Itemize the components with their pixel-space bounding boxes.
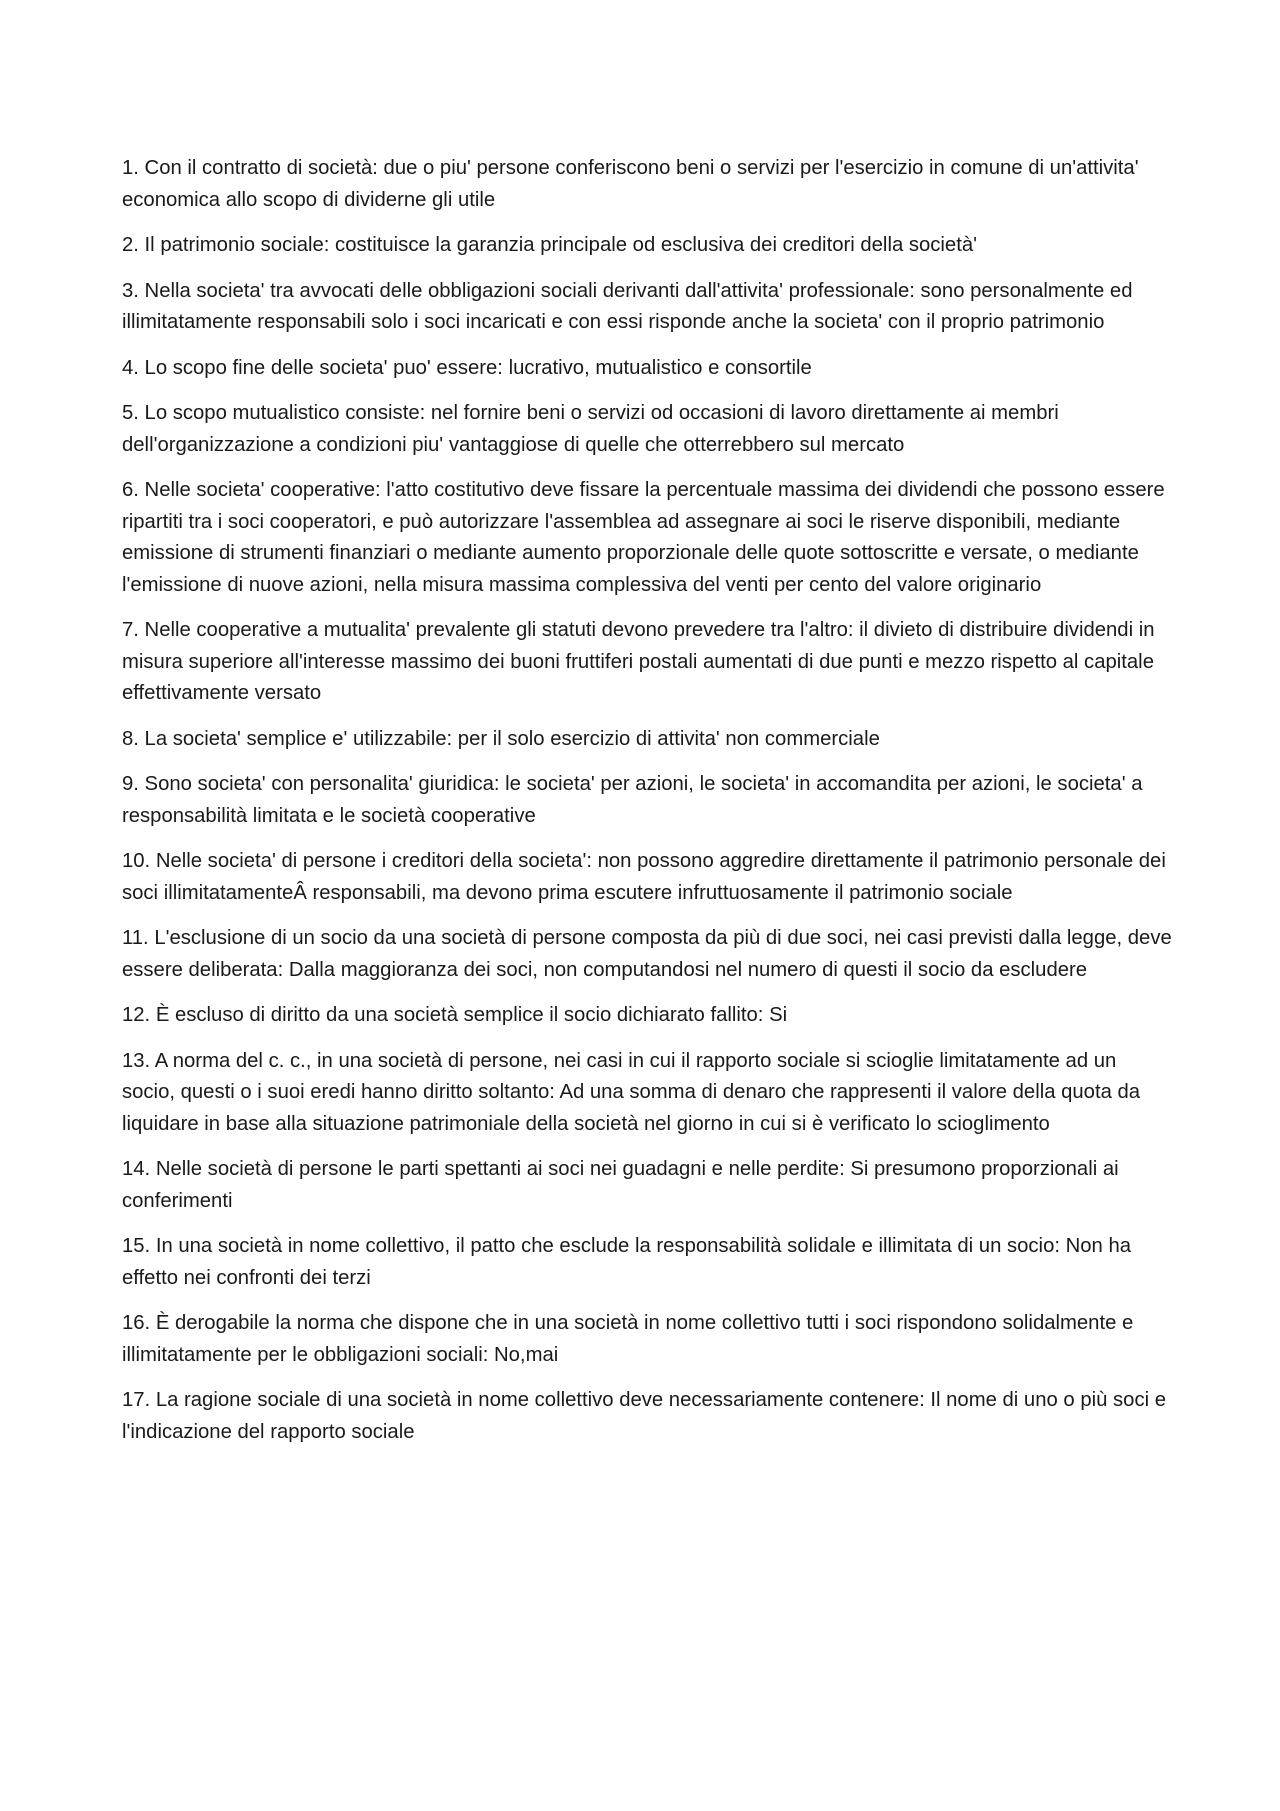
list-item: 9. Sono societa' con personalita' giuridica: le societa' per azioni, le societa' in accomandita per azioni, le societa' a responsabilità limitata e le società cooperative bbox=[122, 773, 1143, 827]
list-item: 17. La ragione sociale di una società in nome collettivo deve necessariamente contenere: Il nome di uno o più soci e l'indicazione del rapporto sociale bbox=[122, 1389, 1166, 1443]
list-item: 16. È derogabile la norma che dispone che in una società in nome collettivo tutti i soci rispondono solidalmente e illimitatamente per le obbligazioni sociali: No,mai bbox=[122, 1312, 1134, 1366]
list-item: 14. Nelle società di persone le parti spettanti ai soci nei guadagni e nelle perdite: Si presumono proporzionali ai conferimenti bbox=[122, 1158, 1119, 1212]
list-item: 8. La societa' semplice e' utilizzabile: per il solo esercizio di attivita' non commerciale bbox=[122, 727, 880, 750]
list-item: 3. Nella societa' tra avvocati delle obbligazioni sociali derivanti dall'attivita' professionale: sono personalmente ed illimitatamente responsabili solo i soci incaricati e con essi risponde anche la societa' con il proprio patrimonio bbox=[122, 279, 1133, 333]
list-item: 1. Con il contratto di società: due o piu' persone conferiscono beni o servizi per l'esercizio in comune di un'attivita' economica allo scopo di dividerne gli utile bbox=[122, 157, 1139, 211]
list-item: 10. Nelle societa' di persone i creditori della societa': non possono aggredire direttamente il patrimonio personale dei soci illimitatamenteÂ responsabili, ma devono prima escutere infruttuosamente il patrimonio sociale bbox=[122, 850, 1166, 904]
list-item: 5. Lo scopo mutualistico consiste: nel fornire beni o servizi od occasioni di lavoro direttamente ai membri dell'organizzazione a condizioni piu' vantaggiose di quelle che otterrebbero sul mercato bbox=[122, 402, 1059, 456]
list-item: 7. Nelle cooperative a mutualita' prevalente gli statuti devono prevedere tra l'altro: il divieto di distribuire dividendi in misura superiore all'interesse massimo dei buoni fruttiferi postali aumentati di due punti e mezzo rispetto al capitale effettivamente versato bbox=[122, 619, 1155, 704]
list-item: 6. Nelle societa' cooperative: l'atto costitutivo deve fissare la percentuale massima dei dividendi che possono essere ripartiti tra i soci cooperatori, e può autorizzare l'assemblea ad assegnare ai soci le riserve disponibili, mediante emissione di strumenti finanziari o mediante aumento proporzionale delle quote sottoscritte e versate, o mediante l'emissione di nuove azioni, nella misura massima complessiva del venti per cento del valore originario bbox=[122, 479, 1165, 596]
list-item: 4. Lo scopo fine delle societa' puo' essere: lucrativo, mutualistico e consortile bbox=[122, 356, 812, 379]
list-item: 11. L'esclusione di un socio da una società di persone composta da più di due soci, nei casi previsti dalla legge, deve essere deliberata: Dalla maggioranza dei soci, non computandosi nel numero di questi il socio da escludere bbox=[122, 927, 1172, 981]
list-item: 13. A norma del c. c., in una società di persone, nei casi in cui il rapporto sociale si scioglie limitatamente ad un socio, questi o i suoi eredi hanno diritto soltanto: Ad una somma di denaro che rappresenti il valore della quota da liquidare in base alla situazione patrimoniale della società nel giorno in cui si è verificato lo scioglimento bbox=[122, 1049, 1141, 1135]
list-item: 2. Il patrimonio sociale: costituisce la garanzia principale od esclusiva dei creditori della società' bbox=[122, 234, 977, 256]
list-item: 12. È escluso di diritto da una società semplice il socio dichiarato fallito: Si bbox=[122, 1004, 788, 1026]
document-body bbox=[122, 153, 1172, 1462]
list-item: 15. In una società in nome collettivo, il patto che esclude la responsabilità solidale e illimitata di un socio: Non ha effetto nei confronti dei terzi bbox=[122, 1235, 1132, 1289]
